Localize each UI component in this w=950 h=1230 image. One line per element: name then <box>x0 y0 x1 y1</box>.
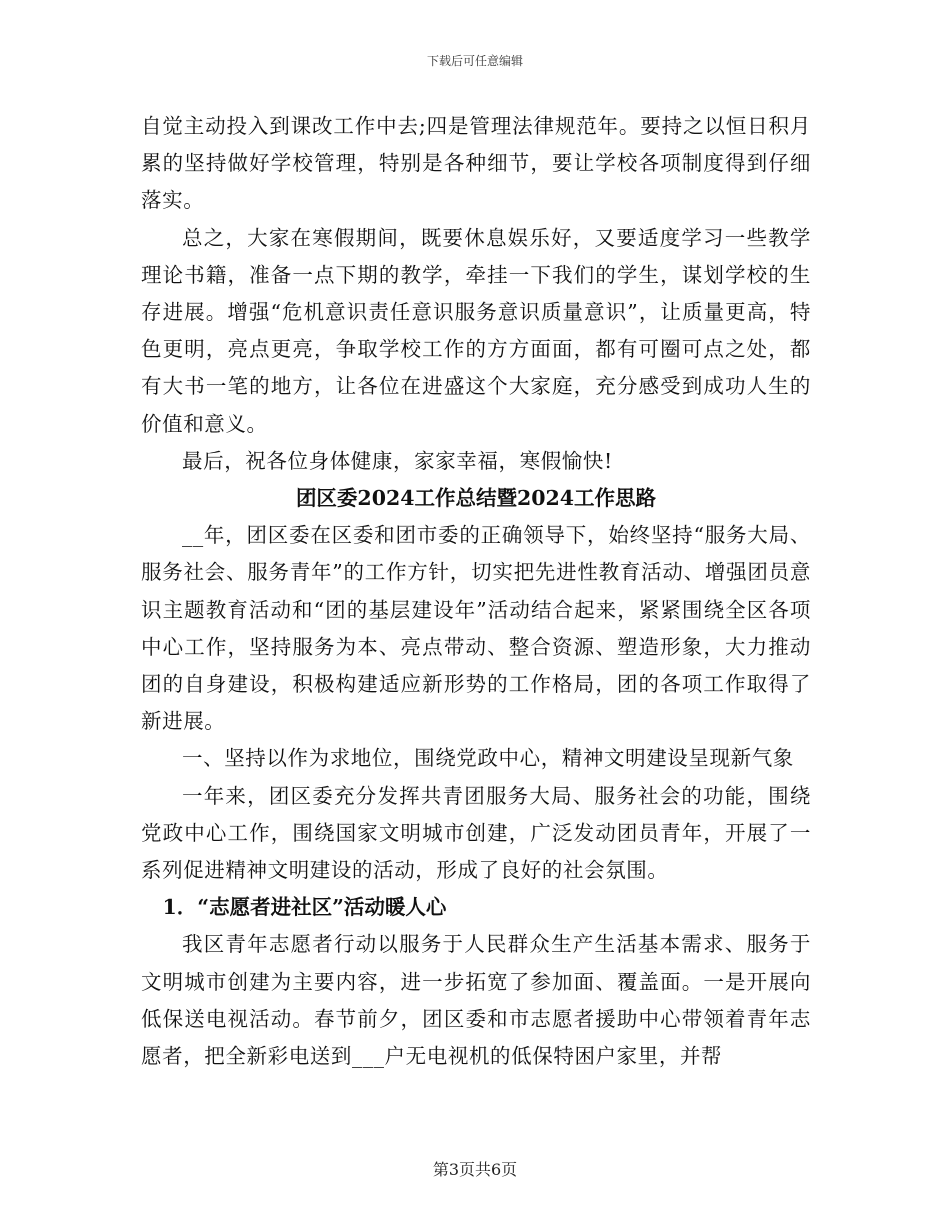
document-title: 团区委2024工作总结暨2024工作思路 <box>295 486 657 511</box>
paragraph-section-1: 一年来，团区委充分发挥共青团服务大局、服务社会的功能，围绕党政中心工作，围绕国家文明城市创建，广泛发动团员青年，开展了一系列促进精神文明建设的活动，形成了良好的社会氛围。 <box>141 783 811 883</box>
section-heading-1: 一、坚持以作为求地位，围绕党政中心，精神文明建设呈现新气象 <box>182 746 794 771</box>
document-body <box>141 108 811 1075</box>
header-note: 下载后可任意编辑 <box>426 54 523 68</box>
page-indicator: 第3页共6页 <box>432 1160 518 1179</box>
paragraph-continuation: 自觉主动投入到课改工作中去;四是管理法律规范年。要持之以恒日积月累的坚持做好学校管理，特别是各种细节，要让学校各项制度得到仔细落实。 <box>141 114 811 213</box>
paragraph-subsection-1: 我区青年志愿者行动以服务于人民群众生产生活基本需求、服务于文明城市创建为主要内容，进一步拓宽了参加面、覆盖面。一是开展向低保送电视活动。春节前夕，团区委和市志愿者援助中心带领着青年志愿者，把全新彩电送到___户无电视机的低保特困户家里，并帮 <box>141 932 811 1069</box>
paragraph-summary: 总之，大家在寒假期间，既要休息娱乐好，又要适度学习一些教学理论书籍，准备一点下期的教学，牵挂一下我们的学生，谋划学校的生存进展。增强“危机意识责任意识服务意识质量意识”，让质量更高，特色更明，亮点更亮，争取学校工作的方方面面，都有可圈可点之处，都有大书一笔的地方，让各位在进盛这个大家庭，充分感受到成功人生的价值和意义。 <box>141 225 811 436</box>
paragraph-closing-wishes: 最后，祝各位身体健康，家家幸福，寒假愉快! <box>182 448 613 473</box>
subsection-heading-1: 1．“志愿者进社区”活动暖人心 <box>162 895 447 920</box>
paragraph-intro: __年，团区委在区委和团市委的正确领导下，始终坚持“服务大局、服务社会、服务青年”的工作方针，切实把先进性教育活动、增强团员意识主题教育活动和“团的基层建设年”活动结合起来，紧紧围绕全区各项中心工作，坚持服务为本、亮点带动、整合资源、塑造形象，大力推动团的自身建设，积极构建适应新形势的工作格局，团的各项工作取得了新进展。 <box>141 523 811 734</box>
